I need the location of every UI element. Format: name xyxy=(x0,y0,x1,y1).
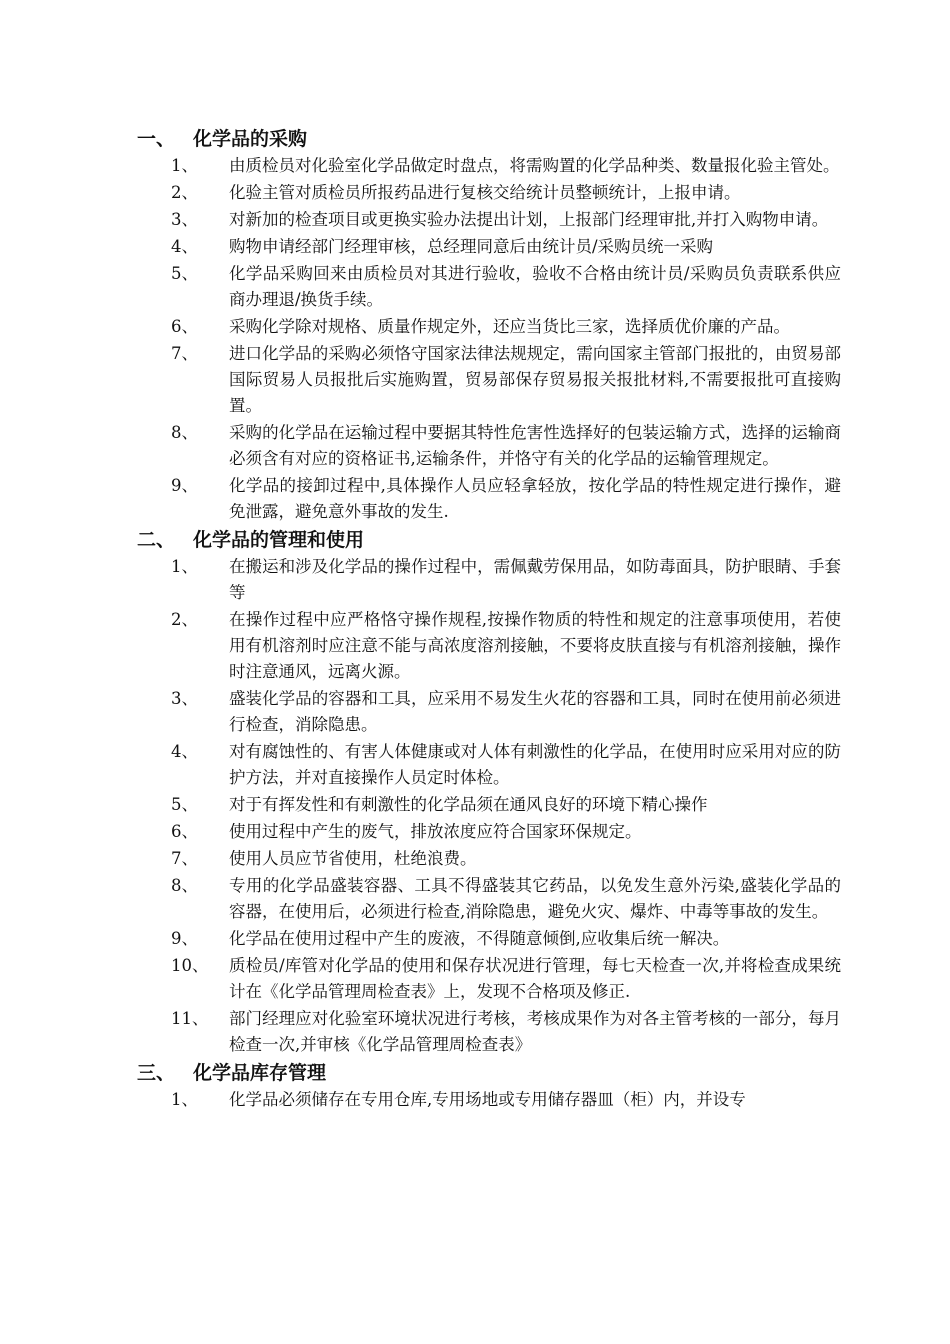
item-number: 4、 xyxy=(171,237,198,256)
list-item xyxy=(137,153,857,179)
item-number: 3、 xyxy=(171,689,198,708)
item-number: 2、 xyxy=(171,610,198,629)
section-purchase xyxy=(137,126,857,525)
item-text: 质检员/库管对化学品的使用和保存状况进行管理，每七天检查一次,并将检查成果统计在《化学品管理周检查表》上，发现不合格项及修正. xyxy=(229,956,841,1001)
item-number: 6、 xyxy=(171,822,198,841)
list-item xyxy=(137,261,857,313)
item-number: 8、 xyxy=(171,423,198,442)
list-item xyxy=(137,207,857,233)
item-text: 采购化学除对规格、质量作规定外，还应当货比三家，选择质优价廉的产品。 xyxy=(229,317,790,336)
item-text: 对于有挥发性和有刺激性的化学品须在通风良好的环境下精心操作 xyxy=(229,795,708,814)
list-item xyxy=(137,420,857,472)
item-number: 11、 xyxy=(171,1009,209,1028)
item-text: 对新加的检查项目或更换实验办法提出计划，上报部门经理审批,并打入购物申请。 xyxy=(229,210,829,229)
item-text: 由质检员对化验室化学品做定时盘点，将需购置的化学品种类、数量报化验主管处。 xyxy=(229,156,840,175)
item-text: 化学品必须储存在专用仓库,专用场地或专用储存器皿（柜）内，并设专 xyxy=(229,1090,746,1109)
item-number: 3、 xyxy=(171,210,198,229)
document-body xyxy=(137,124,857,1114)
item-text: 对有腐蚀性的、有害人体健康或对人体有刺激性的化学品，在使用时应采用对应的防护方法，并对直接操作人员定时体检。 xyxy=(229,742,841,787)
item-text: 使用人员应节省使用，杜绝浪费。 xyxy=(229,849,477,868)
item-text: 进口化学品的采购必须恪守国家法律法规规定，需向国家主管部门报批的，由贸易部国际贸易人员报批后实施购置，贸易部保存贸易报关报批材料,不需要报批可直接购置。 xyxy=(229,344,841,415)
item-number: 1、 xyxy=(171,156,198,175)
item-number: 4、 xyxy=(171,742,198,761)
item-number: 2、 xyxy=(171,183,198,202)
item-text: 化学品在使用过程中产生的废液，不得随意倾倒,应收集后统一解决。 xyxy=(229,929,730,948)
list-item xyxy=(137,953,857,1005)
section-number: 一、 xyxy=(137,128,176,150)
item-number: 10、 xyxy=(171,956,209,975)
section-title: 化学品的采购 xyxy=(193,128,308,150)
item-text: 使用过程中产生的废气，排放浓度应符合国家环保规定。 xyxy=(229,822,642,841)
item-text: 在操作过程中应严格恪守操作规程,按操作物质的特性和规定的注意事项使用，若使用有机溶剂时应注意不能与高浓度溶剂接触，不要将皮肤直接与有机溶剂接触，操作时注意通风，远离火源。 xyxy=(229,610,841,681)
item-text: 化学品采购回来由质检员对其进行验收，验收不合格由统计员/采购员负责联系供应商办理退/换货手续。 xyxy=(229,264,841,309)
list-item xyxy=(137,1006,857,1058)
item-text: 在搬运和涉及化学品的操作过程中，需佩戴劳保用品，如防毒面具，防护眼睛、手套等 xyxy=(229,557,841,602)
list-item xyxy=(137,341,857,419)
section-number: 二、 xyxy=(137,529,176,551)
list-item xyxy=(137,234,857,260)
list-item xyxy=(137,686,857,738)
section-inventory xyxy=(137,1060,857,1113)
list-item xyxy=(137,607,857,685)
section-title: 化学品的管理和使用 xyxy=(193,529,365,551)
item-number: 5、 xyxy=(171,264,198,283)
list-item xyxy=(137,180,857,206)
item-number: 7、 xyxy=(171,849,198,868)
list-item xyxy=(137,873,857,925)
item-number: 9、 xyxy=(171,929,198,948)
list-item xyxy=(137,314,857,340)
section-heading xyxy=(137,126,857,153)
section-heading xyxy=(137,527,857,554)
list-item xyxy=(137,739,857,791)
list-item xyxy=(137,926,857,952)
section-title: 化学品库存管理 xyxy=(193,1062,327,1084)
item-number: 1、 xyxy=(171,1090,198,1109)
item-number: 1、 xyxy=(171,557,198,576)
item-text: 采购的化学品在运输过程中要据其特性危害性选择好的包装运输方式，选择的运输商必须含有对应的资格证书,运输条件，并恪守有关的化学品的运输管理规定。 xyxy=(229,423,841,468)
section-number: 三、 xyxy=(137,1062,176,1084)
list-item xyxy=(137,473,857,525)
item-number: 7、 xyxy=(171,344,198,363)
item-text: 盛装化学品的容器和工具，应采用不易发生火花的容器和工具，同时在使用前必须进行检查，消除隐患。 xyxy=(229,689,841,734)
list-item xyxy=(137,554,857,606)
item-text: 化验主管对质检员所报药品进行复核交给统计员整顿统计，上报申请。 xyxy=(229,183,741,202)
section-heading xyxy=(137,1060,857,1087)
item-text: 化学品的接卸过程中,具体操作人员应轻拿轻放，按化学品的特性规定进行操作，避免泄露，避免意外事故的发生. xyxy=(229,476,841,521)
item-number: 5、 xyxy=(171,795,198,814)
list-item xyxy=(137,846,857,872)
item-text: 购物申请经部门经理审核，总经理同意后由统计员/采购员统一采购 xyxy=(229,237,714,256)
list-item xyxy=(137,792,857,818)
item-number: 9、 xyxy=(171,476,198,495)
item-number: 6、 xyxy=(171,317,198,336)
list-item xyxy=(137,819,857,845)
section-management-use xyxy=(137,527,857,1058)
list-item xyxy=(137,1087,857,1113)
item-number: 8、 xyxy=(171,876,198,895)
item-text: 部门经理应对化验室环境状况进行考核，考核成果作为对各主管考核的一部分，每月检查一次,并审核《化学品管理周检查表》 xyxy=(229,1009,841,1054)
item-text: 专用的化学品盛装容器、工具不得盛装其它药品，以免发生意外污染,盛装化学品的容器，在使用后，必须进行检查,消除隐患，避免火灾、爆炸、中毒等事故的发生。 xyxy=(229,876,841,921)
